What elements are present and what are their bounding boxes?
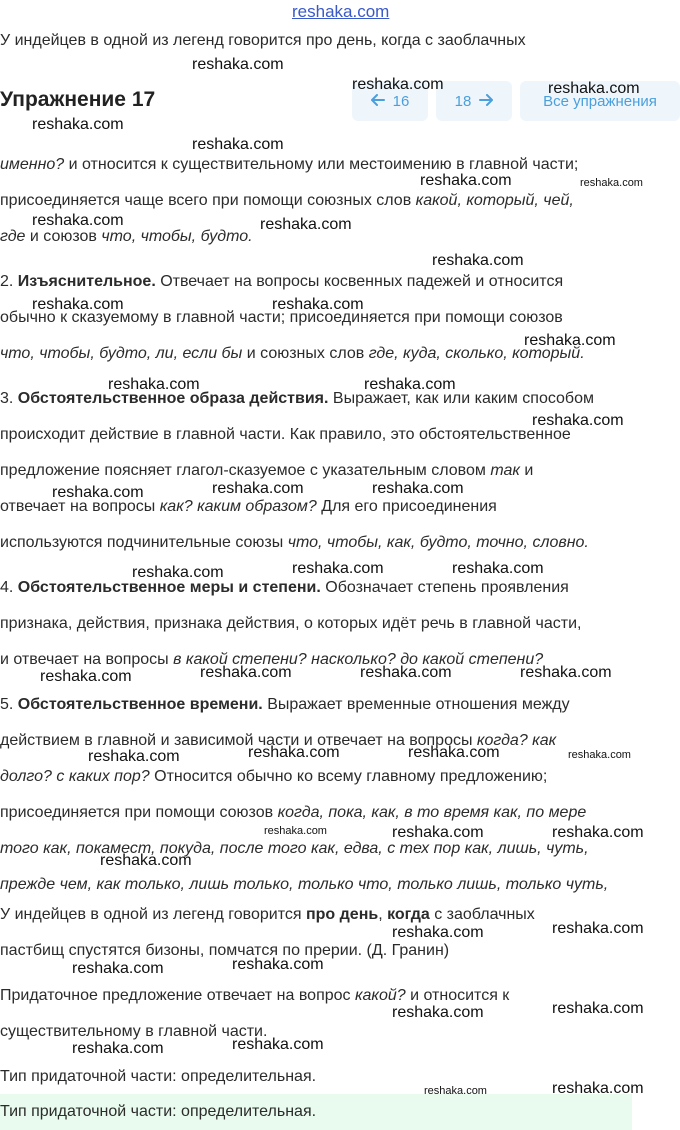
all-exercises-button[interactable] [520, 81, 680, 121]
watermark: reshaka.com [40, 668, 132, 685]
watermark: reshaka.com [548, 80, 640, 97]
theory-line-1: именно? и относится к существительному или местоимению в главной части; [0, 156, 579, 173]
watermark: reshaka.com [108, 376, 200, 393]
watermark: reshaka.com [192, 56, 284, 73]
site-link[interactable]: reshaka.com [292, 2, 390, 21]
theory-line-2: присоединяется чаще всего при помощи союзных слов какой, который, чей, [0, 192, 574, 209]
watermark: reshaka.com [520, 664, 612, 681]
watermark: reshaka.com [248, 744, 340, 761]
watermark: reshaka.com [212, 480, 304, 497]
watermark: reshaka.com [264, 825, 327, 837]
next-exercise-label: 18 [454, 92, 472, 110]
watermark: reshaka.com [272, 296, 364, 313]
watermark: reshaka.com [568, 749, 631, 761]
watermark: reshaka.com [552, 824, 644, 841]
theory-line-6: что, чтобы, будто, ли, если бы и союзных слов где, куда, сколько, который. [0, 345, 585, 362]
arrow-left-icon [371, 93, 385, 110]
theory-line-18: присоединяется при помощи союзов когда, пока, как, в то время как, по мере [0, 804, 587, 821]
watermark: reshaka.com [392, 824, 484, 841]
theory-line-19: того как, покамест, покуда, после того как, едва, с тех пор как, лишь, чуть, [0, 840, 589, 857]
all-exercises-label: Все упражнения [543, 92, 657, 110]
watermark: reshaka.com [100, 852, 192, 869]
watermark: reshaka.com [352, 76, 444, 93]
theory-line-4: 2. Изъяснительное. Отвечает на вопросы косвенных падежей и относится [0, 273, 564, 290]
watermark: reshaka.com [420, 172, 512, 189]
watermark: reshaka.com [532, 412, 624, 429]
watermark: reshaka.com [232, 1036, 324, 1053]
watermark: reshaka.com [372, 480, 464, 497]
prev-exercise-label: 16 [392, 92, 410, 110]
theory-line-7: 3. Обстоятельственное образа действия. Выражает, как или каким способом [0, 390, 594, 407]
theory-line-12: 4. Обстоятельственное меры и степени. Обозначает степень проявления [0, 579, 569, 596]
watermark: reshaka.com [232, 956, 324, 973]
theory-line-13: признака, действия, признака действия, о которых идёт речь в главной части, [0, 615, 582, 632]
watermark: reshaka.com [72, 960, 164, 977]
theory-intro-line: У индейцев в одной из легенд говорится про день, когда с заоблачных [0, 32, 526, 49]
watermark: reshaka.com [32, 296, 124, 313]
theory-line-14: и отвечает на вопросы в какой степени? насколько? до какой степени? [0, 651, 544, 668]
theory-line-15: 5. Обстоятельственное времени. Выражает временные отношения между [0, 696, 570, 713]
watermark: reshaka.com [260, 216, 352, 233]
watermark: reshaka.com [32, 212, 124, 229]
solution-sentence-line-2: пастбищ спустятся бизоны, помчатся по прерии. (Д. Гранин) [0, 942, 450, 959]
watermark: reshaka.com [72, 1040, 164, 1057]
solution-explanation-line-2: существительному в главной части. [0, 1023, 268, 1040]
solution-type-line: Тип придаточной части: определительная. [0, 1068, 317, 1085]
theory-line-3: где и союзов что, чтобы, будто. [0, 228, 253, 245]
page-title: Упражнение 17 [0, 88, 156, 111]
watermark: reshaka.com [192, 136, 284, 153]
watermark: reshaka.com [408, 744, 500, 761]
watermark: reshaka.com [552, 1080, 644, 1097]
arrow-right-icon [479, 93, 493, 110]
theory-line-10: отвечает на вопросы как? каким образом? Для его присоединения [0, 498, 497, 515]
solution-sentence-line-1: У индейцев в одной из легенд говорится про день, когда с заоблачных [0, 906, 535, 923]
watermark: reshaka.com [392, 924, 484, 941]
watermark: reshaka.com [452, 560, 544, 577]
watermark: reshaka.com [292, 560, 384, 577]
answer-text: Тип придаточной части: определительная. [0, 1103, 317, 1120]
theory-line-16: действием в главной и зависимой части и отвечает на вопросы когда? как [0, 732, 557, 749]
theory-line-20: прежде чем, как только, лишь только, только что, только лишь, только чуть, [0, 876, 609, 893]
theory-line-11: используются подчинительные союзы что, чтобы, как, будто, точно, словно. [0, 534, 589, 551]
watermark: reshaka.com [424, 1085, 487, 1097]
watermark: reshaka.com [432, 252, 524, 269]
watermark: reshaka.com [132, 564, 224, 581]
next-exercise-button[interactable] [436, 81, 512, 121]
watermark: reshaka.com [580, 177, 643, 189]
watermark: reshaka.com [552, 920, 644, 937]
watermark: reshaka.com [552, 1000, 644, 1017]
theory-line-17: долго? с каких пор? Относится обычно ко всему главному предложению; [0, 768, 548, 785]
answer-box [0, 1094, 632, 1130]
watermark: reshaka.com [364, 376, 456, 393]
theory-line-9: предложение поясняет глагол-сказуемое с указательным словом так и [0, 462, 534, 479]
watermark: reshaka.com [88, 748, 180, 765]
prev-exercise-button[interactable] [352, 81, 428, 121]
watermark: reshaka.com [52, 484, 144, 501]
watermark: reshaka.com [392, 1004, 484, 1021]
solution-explanation-line-1: Придаточное предложение отвечает на вопрос какой? и относится к [0, 987, 510, 1004]
theory-line-8: происходит действие в главной части. Как правило, это обстоятельственное [0, 426, 571, 443]
watermark: reshaka.com [32, 116, 124, 133]
theory-line-5: обычно к сказуемому в главной части; присоединяется при помощи союзов [0, 309, 563, 326]
watermark: reshaka.com [360, 664, 452, 681]
watermark: reshaka.com [524, 332, 616, 349]
watermark: reshaka.com [200, 664, 292, 681]
